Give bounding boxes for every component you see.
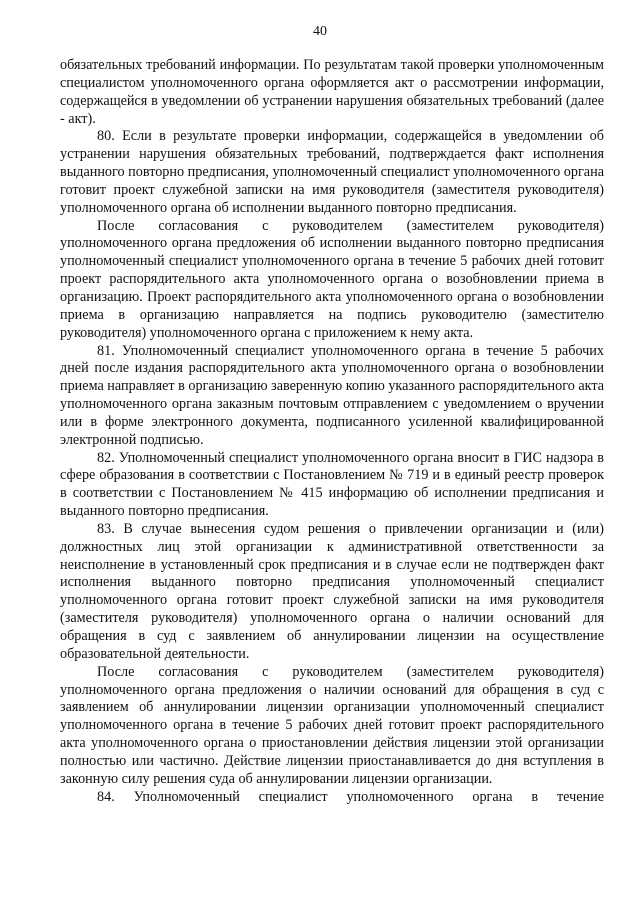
paragraph-83: 83. В случае вынесения судом решения о привлечении организации и (или) должностных лиц этой организации к административной ответственности за неисполнение в установленный срок предписания и в случае если не подтвержден факт исполнения выданного повторно предписания уполномоченный специалист уполномоченного органа готовит проект служебной записки на имя руководителя (заместителя руководителя) уполномоченного органа о наличии оснований для обращения в суд с заявлением об аннулировании лицензии на осуществление образовательной деятельности. — [60, 520, 604, 662]
paragraph-82: 82. Уполномоченный специалист уполномоченного органа вносит в ГИС надзора в сфере образования в соответствии с Постановлением № 719 и в единый реестр проверок в соответствии с Постановлением № 415 информацию об исполнении предписания и выданного повторно предписания. — [60, 449, 604, 520]
paragraph: После согласования с руководителем (заместителем руководителя) уполномоченного органа предложения об исполнении выданного повторно предписания уполномоченный специалист уполномоченного органа в течение 5 рабочих дней готовит проект распорядительного акта уполномоченного органа о возобновлении приема в организацию. Проект распорядительного акта уполномоченного органа о возобновлении приема в организацию направляется на подпись руководителю (заместителю руководителя) уполномоченного органа с приложением к нему акта. — [60, 217, 604, 341]
paragraph: обязательных требований информации. По результатам такой проверки уполномоченным специалистом уполномоченного органа оформляется акт о рассмотрении информации, содержащейся в уведомлении об устранении нарушения обязательных требований (далее - акт). — [60, 57, 604, 127]
paragraph-81: 81. Уполномоченный специалист уполномоченного органа в течение 5 рабочих дней после издания распорядительного акта уполномоченного органа о возобновлении приема направляет в организацию заверенную копию указанного распорядительного акта уполномоченного органа заказным почтовым отправлением с уведомлением о вручении или в форме электронного документа, подписанного усиленной квалифицированной электронной подписью. — [60, 342, 605, 448]
paragraph-84: 84. Уполномоченный специалист уполномоченного органа в течение — [97, 788, 604, 805]
paragraph: После согласования с руководителем (заместителем руководителя) уполномоченного органа предложения о наличии оснований для обращения в суд с заявлением об аннулировании лицензии организации уполномоченный специалист уполномоченного органа в течение 5 рабочих дней готовит проект распорядительного акта уполномоченного органа о приостановлении действия лицензии этой организации полностью или частично. Действие лицензии приостанавливается до дня вступления в законную силу решения суда об аннулировании лицензии организации. — [60, 663, 604, 787]
paragraph-80: 80. Если в результате проверки информации, содержащейся в уведомлении об устранении нарушения обязательных требований, подтверждается факт исполнения выданного повторно предписания, уполномоченный специалист уполномоченного органа готовит проект служебной записки на имя руководителя (заместителя руководителя) уполномоченного органа об исполнении выданного повторно предписания. — [60, 128, 604, 216]
page-number: 40 — [313, 24, 327, 39]
document-body — [60, 57, 604, 806]
